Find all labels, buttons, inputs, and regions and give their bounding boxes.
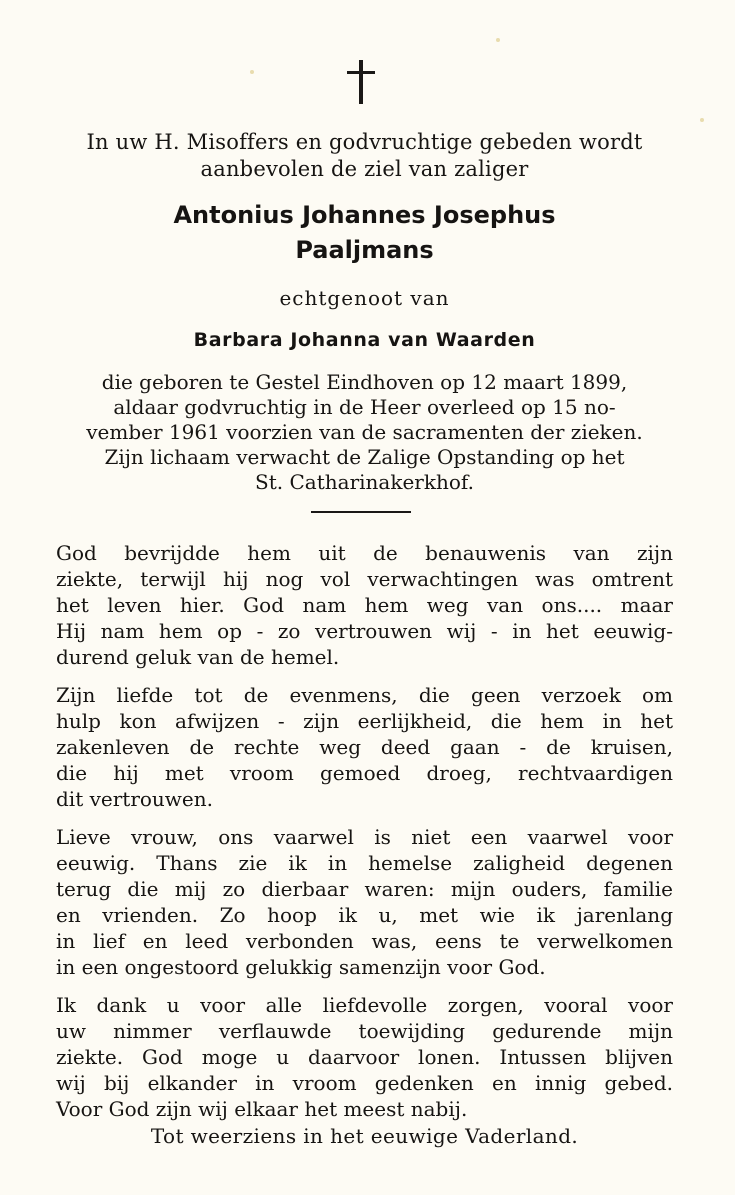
paragraph-line: ziekte, terwijl hij nog vol verwachtingen was omtrent	[56, 567, 673, 591]
eulogy-paragraph	[56, 992, 673, 1122]
eulogy-paragraph	[56, 540, 673, 670]
paper-speck	[250, 70, 254, 74]
intro-text	[56, 129, 673, 183]
paragraph-line: uw nimmer verflauwde toewijding gedurende mijn	[56, 1019, 673, 1043]
paragraph-line: zakenleven de rechte weg deed gaan - de kruisen,	[56, 735, 673, 759]
paper-speck	[700, 118, 704, 122]
bio-line: Zijn lichaam verwacht de Zalige Opstanding op het	[104, 445, 625, 469]
intro-line: aanbevolen de ziel van zaliger	[200, 157, 529, 181]
paragraph-line: God bevrijdde hem uit de benauwenis van zijn	[56, 541, 673, 565]
paragraph-line: durend geluk van de hemel.	[56, 645, 340, 669]
intro-line: In uw H. Misoffers en godvruchtige gebeden wordt	[86, 130, 643, 154]
paragraph-line: die hij met vroom gemoed droeg, rechtvaardigen	[56, 761, 673, 785]
biography	[56, 370, 673, 495]
cross-icon	[347, 60, 375, 104]
paragraph-line: Hij nam hem op - zo vertrouwen wij - in het eeuwig-	[56, 619, 673, 643]
paper-speck	[496, 38, 500, 42]
divider-rule	[311, 511, 411, 513]
paragraph-line: ziekte. God moge u daarvoor lonen. Intussen blijven	[56, 1045, 673, 1069]
eulogy-text	[56, 540, 673, 1134]
paragraph-line: Ik dank u voor alle liefdevolle zorgen, vooral voor	[56, 993, 673, 1017]
paragraph-line: wij bij elkander in vroom gedenken en innig gebed.	[56, 1071, 673, 1095]
bio-line: vember 1961 voorzien van de sacramenten der zieken.	[86, 420, 643, 444]
paragraph-line: Zijn liefde tot de evenmens, die geen verzoek om	[56, 683, 673, 707]
bio-line: aldaar godvruchtig in de Heer overleed op 15 no-	[113, 395, 616, 419]
paragraph-line: Lieve vrouw, ons vaarwel is niet een vaarwel voor	[56, 825, 673, 849]
eulogy-paragraph	[56, 824, 673, 980]
deceased-name	[56, 198, 673, 268]
paragraph-line: hulp kon afwijzen - zijn eerlijkheid, die hem in het	[56, 709, 673, 733]
deceased-name-line: Paaljmans	[295, 236, 434, 264]
paragraph-line: en vrienden. Zo hoop ik u, met wie ik jarenlang	[56, 903, 673, 927]
paragraph-line: het leven hier. God nam hem weg van ons.... maar	[56, 593, 673, 617]
relation-text: echtgenoot van	[279, 286, 450, 310]
bio-line: die geboren te Gestel Eindhoven op 12 maart 1899,	[101, 370, 628, 394]
closing-line: Tot weerziens in het eeuwige Vaderland.	[150, 1124, 579, 1148]
paragraph-line: in een ongestoord gelukkig samenzijn voor God.	[56, 955, 546, 979]
paragraph-line: eeuwig. Thans zie ik in hemelse zaligheid degenen	[56, 851, 673, 875]
paragraph-line: terug die mij zo dierbaar waren: mijn ouders, familie	[56, 877, 673, 901]
deceased-name-line: Antonius Johannes Josephus	[173, 201, 556, 229]
eulogy-paragraph	[56, 682, 673, 812]
paragraph-line: in lief en leed verbonden was, eens te verwelkomen	[56, 929, 673, 953]
paragraph-line: dit vertrouwen.	[56, 787, 214, 811]
paragraph-line: Voor God zijn wij elkaar het meest nabij.	[56, 1097, 468, 1121]
bio-line: St. Catharinakerkhof.	[255, 470, 474, 494]
spouse-name: Barbara Johanna van Waarden	[193, 329, 536, 351]
